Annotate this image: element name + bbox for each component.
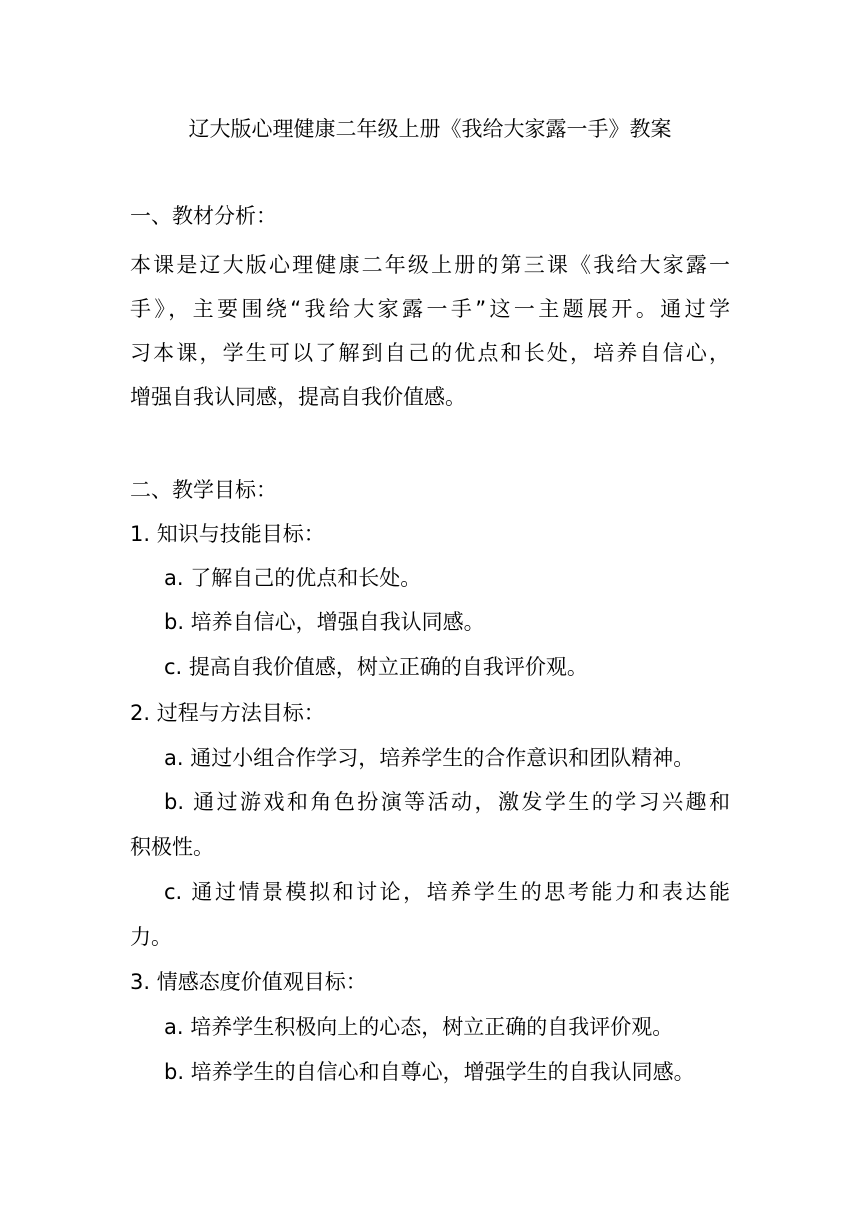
goal-title-attitude: 3. 情感态度价值观目标：	[130, 970, 367, 994]
goal-item: c. 通过情景模拟和讨论，培养学生的思考能力和表达能	[164, 880, 730, 904]
goal-item: b. 培养自信心，增强自我认同感。	[164, 610, 485, 634]
goal-item: b. 培养学生的自信心和自尊心，增强学生的自我认同感。	[164, 1060, 695, 1084]
goal-item: a. 了解自己的优点和长处。	[164, 566, 422, 590]
section-heading-materials: 一、教材分析：	[130, 204, 277, 228]
goal-item-continuation: 力。	[130, 925, 172, 949]
document-title: 辽大版心理健康二年级上册《我给大家露一手》教案	[188, 117, 672, 141]
goal-item: b. 通过游戏和角色扮演等活动，激发学生的学习兴趣和	[164, 790, 730, 814]
goal-title-knowledge: 1. 知识与技能目标：	[130, 522, 325, 546]
paragraph-line: 本课是辽大版心理健康二年级上册的第三课《我给大家露一	[130, 253, 730, 277]
goal-item: a. 通过小组合作学习，培养学生的合作意识和团队精神。	[164, 746, 695, 770]
section-heading-goals: 二、教学目标：	[130, 478, 277, 502]
goal-item: a. 培养学生积极向上的心态，树立正确的自我评价观。	[164, 1015, 674, 1039]
goal-item: c. 提高自我价值感，树立正确的自我评价观。	[164, 655, 588, 679]
paragraph-line: 手》，主要围绕“我给大家露一手”这一主题展开。通过学	[130, 297, 730, 321]
goal-title-process: 2. 过程与方法目标：	[130, 701, 325, 725]
paragraph-line: 增强自我认同感，提高自我价值感。	[130, 385, 466, 409]
paragraph-line: 习本课，学生可以了解到自己的优点和长处，培养自信心，	[130, 341, 730, 365]
goal-item-continuation: 积极性。	[130, 835, 214, 859]
